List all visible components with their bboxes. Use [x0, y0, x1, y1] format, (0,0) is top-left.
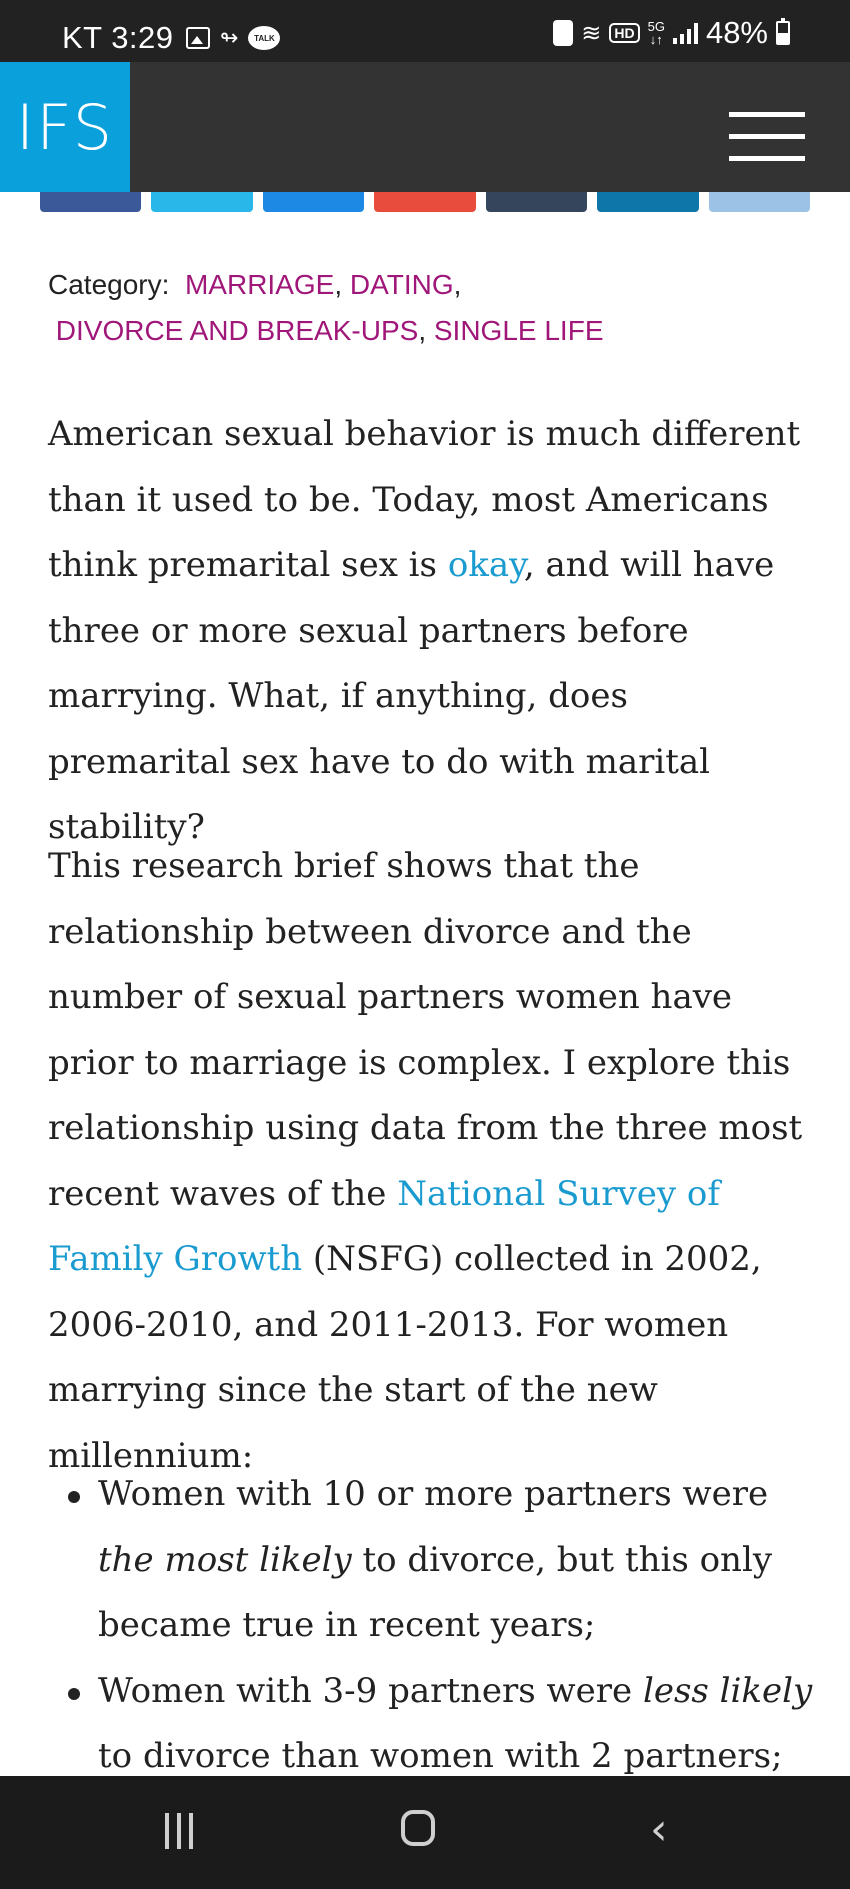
network-5g-icon: 5G ↓↑: [647, 19, 665, 47]
wifi-icon: ≋: [581, 19, 602, 47]
gallery-icon: [186, 27, 210, 49]
share-pinterest-button[interactable]: [374, 192, 475, 212]
list-item: Women with 10 or more partners were the most likely to divorce, but this only became true in recent years;: [48, 1462, 818, 1659]
carrier-label: KT: [62, 20, 103, 55]
status-time: [62, 20, 174, 56]
share-facebook-button[interactable]: [40, 192, 141, 212]
list-item: Women with 3-9 partners were less likely to divorce than women with 2 partners;: [48, 1659, 818, 1856]
talk-icon: TALK: [248, 26, 280, 50]
share-bar: [40, 192, 810, 212]
share-linkedin-button[interactable]: [597, 192, 698, 212]
category-link-dating[interactable]: DATING: [349, 269, 454, 300]
navigation-bar: [0, 1776, 850, 1889]
category-line: Category: MARRIAGE, DATING, DIVORCE AND BREAK-UPS, SINGLE LIFE: [48, 269, 604, 346]
lock-icon: [553, 20, 573, 46]
bird-icon: ↬: [220, 25, 239, 50]
category-link-divorce[interactable]: DIVORCE AND BREAK-UPS: [55, 315, 419, 346]
share-messenger-button[interactable]: [263, 192, 364, 212]
signal-icon: [673, 22, 698, 44]
category-link-single-life[interactable]: SINGLE LIFE: [433, 315, 604, 346]
category-label: Category:: [48, 269, 170, 300]
share-twitter-button[interactable]: [151, 192, 252, 212]
menu-icon[interactable]: [729, 112, 805, 162]
recents-icon[interactable]: [165, 1813, 193, 1849]
hd-icon: HD: [609, 23, 639, 43]
okay-link[interactable]: okay: [447, 545, 524, 585]
category-link-marriage[interactable]: MARRIAGE: [184, 269, 335, 300]
article-paragraph-1: American sexual behavior is much different than it used to be. Today, most Americans think premarital sex is okay, and will have three or more sexual partners before marrying. What, if anything, does premarital sex have to do with marital stability?: [48, 414, 801, 847]
back-icon[interactable]: ‹: [650, 1804, 668, 1855]
system-icons: [553, 15, 790, 50]
status-bar: [0, 0, 850, 62]
clock: 3:29: [111, 20, 174, 55]
nsfg-link[interactable]: National Survey of Family Growth: [48, 1173, 720, 1279]
site-header: [0, 62, 850, 192]
home-icon[interactable]: [401, 1810, 435, 1846]
battery-icon: [776, 21, 790, 45]
share-tumblr-button[interactable]: [486, 192, 587, 212]
notification-icons: [186, 24, 280, 52]
battery-percent: 48%: [705, 15, 768, 50]
share-email-button[interactable]: [709, 192, 810, 212]
article-paragraph-2: This research brief shows that the relationship between divorce and the number of sexual partners women have prior to marriage is complex. I explore this relationship using data from the three most recent waves of the National Survey of Family Growth (NSFG) collected in 2002, 2006-2010, and 2011-2013. For women marrying since the start of the new millennium:: [48, 846, 803, 1476]
site-logo[interactable]: IFS: [0, 62, 130, 192]
